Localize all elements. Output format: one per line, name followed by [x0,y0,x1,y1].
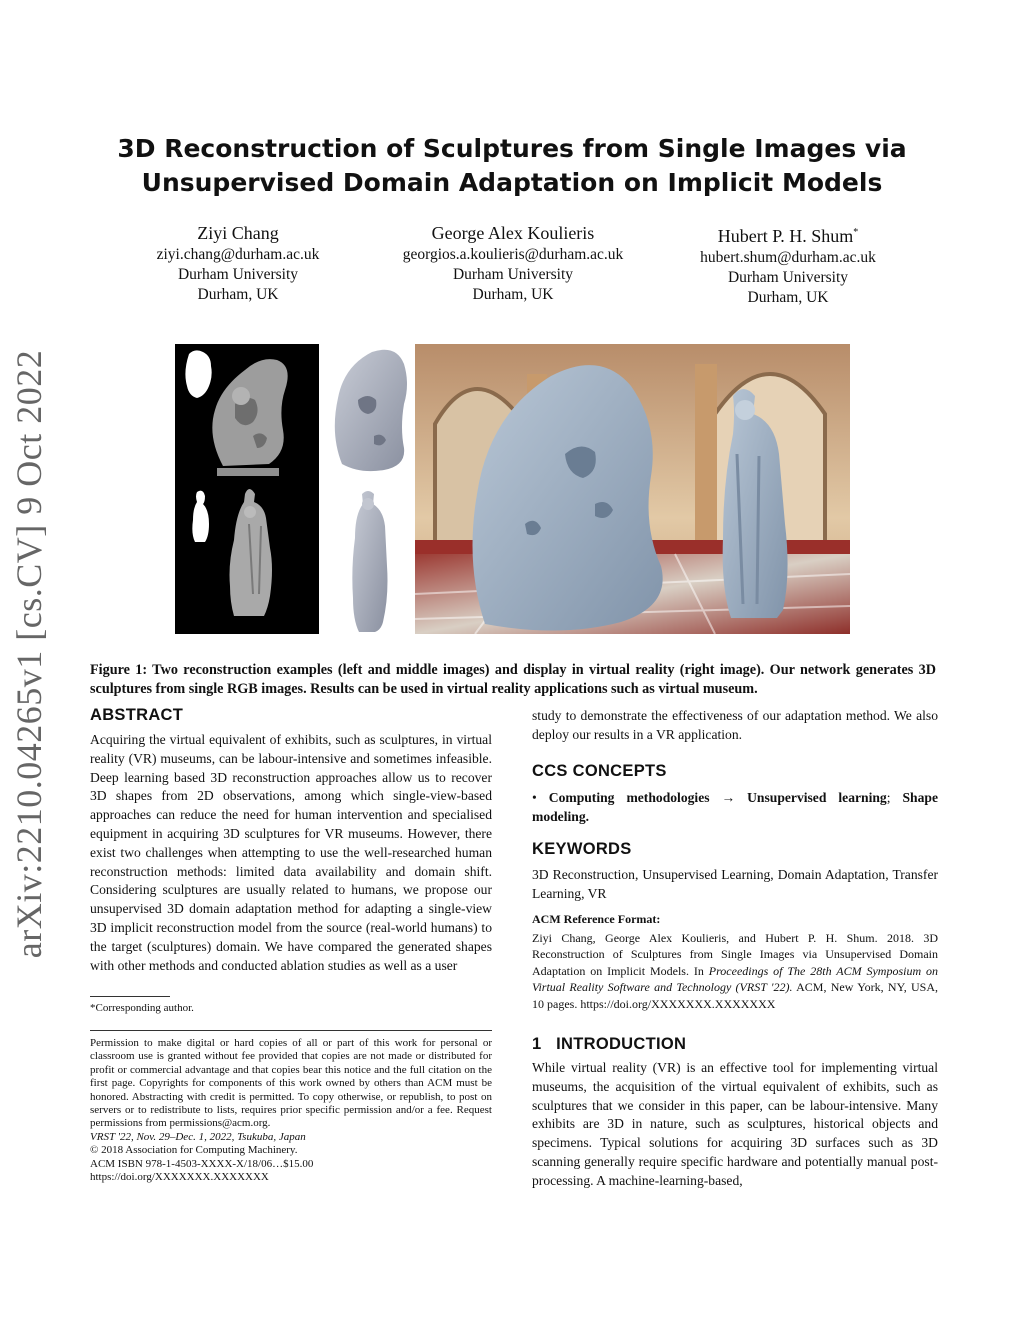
ccs-bullet: • [532,790,537,805]
introduction-heading [532,1035,938,1054]
vr-museum-illustration [415,344,850,634]
silhouette-mask-2 [192,491,209,542]
author-block [373,221,653,305]
abstract-heading: ABSTRACT [90,706,184,724]
ccs-concept-2: Unsupervised learning [747,790,887,805]
reference-rest: ACM, New York, NY, USA, 10 pages. https://doi.org/XXXXXXX.XXXXXXX [532,980,938,1011]
silhouette-mask-1 [185,350,211,398]
reconstruction-illustration [330,344,410,634]
reference-heading: ACM Reference Format: [532,912,661,926]
author-block [648,221,928,308]
ccs-heading: CCS CONCEPTS [532,762,667,780]
ccs-concept-3: Shape modeling [532,790,939,824]
author-name: Ziyi Chang [197,223,279,243]
section-title: INTRODUCTION [556,1035,687,1053]
figure-reconstruction-panel [330,344,410,634]
abstract-body: Acquiring the virtual equivalent of exhibits, such as sculptures, in virtual reality (VR) museums, can be labour-intensive and sometimes infeasible. Deep learning based 3D reconstruction approaches allow us to recover 3D shapes from 2D observations, among which single-view-based approaches can reduce the need for human intervention and specialised equipment in acquiring 3D sculptures for VR museums. However, there exist two challenges when attempting to use the well-researched human reconstruction methods: limited data availability and domain shift. Considering sculptures are usually related to humans, we propose our unsupervised 3D domain adaptation method for adapting a single-view 3D implicit reconstruction model from the source (real-world humans) to the target (sculptures) domain. We have compared the generated shapes with other methods and conducted ablation studies as well as a user [90,732,492,973]
abstract-section [90,706,492,975]
reference-authors: Ziyi Chang, George Alex Koulieris, and Hubert P. H. Shum. 2018. 3D Reconstruction of Sculptures from Single Images via Unsupervised Domain Adaptation on Implicit Models. In [532,930,938,978]
footnote-block [90,996,492,1015]
permission-notice: Permission to make digital or hard copies of all or part of this work for personal or classroom use is granted without fee provided that copies are not made or distributed for profit or commercial advantage and that copies bear this notice and the full citation on the first page. Copyrights for components of this work owned by others than ACM must be honored. Abstracting with credit is permitted. To copy otherwise, or republish, to post on servers or to redistribute to lists, requires prior specific permission and/or a fee. Request permissions from permissions@acm.org. [90,1037,492,1130]
ccs-concept-1: Computing methodologies [548,790,710,805]
introduction-body: While virtual reality (VR) is an effective tool for implementing virtual museums, the acquisition of the virtual equivalent of exhibits, such as sculptures that we consider in this paper, can be labour-intensive. Many exhibits are 3D in nature, such as sculptures, historical objects and specimens. Typical solutions for acquiring 3D surfaces such as 3D scanning generally require specific hardware and potentially manual post-processing. A machine-learning-based, [532,1060,938,1188]
sculpture-base-1 [217,468,279,476]
author-affiliation: Durham University [177,266,299,283]
keywords-section [532,840,938,904]
author-email: hubert.shum@durham.ac.uk [700,249,876,266]
author-location: Durham, UK [747,289,829,306]
venue-text: VRST '22, Nov. 29–Dec. 1, 2022, Tsukuba, Japan [90,1130,306,1143]
ccs-arrow: → [721,790,736,805]
arxiv-identifier: arXiv:2210.04265v1 [cs.CV] 9 Oct 2022 [9,349,49,959]
author-location: Durham, UK [472,286,554,303]
author-affiliation: Durham University [727,269,849,286]
figure-vr-scene [415,344,850,634]
figure-caption: Figure 1: Two reconstruction examples (left and middle images) and display in virtual reality (right image). Our network generates 3D sculptures from single RGB images. Results can be used in virtual reality applications such as virtual museum. [90,662,936,697]
keywords-heading: KEYWORDS [532,840,632,858]
reference-venue: Proceedings of The 28th ACM Symposium on Virtual Reality Software and Technology (VRST '22). [532,963,939,994]
ccs-end: . [585,808,590,824]
introduction-section [532,1035,938,1191]
copyright-line: © 2018 Association for Computing Machinery. [90,1144,298,1157]
ccs-concepts [532,789,938,827]
author-block [98,221,378,305]
doi-line: https://doi.org/XXXXXXX.XXXXXXX [90,1171,269,1184]
footnote-rule [90,996,170,997]
reconstructed-mesh-2 [352,491,387,632]
permission-block [90,1030,492,1184]
author-email: ziyi.chang@durham.ac.uk [156,246,320,263]
author-name-text: Hubert P. H. Shum [717,226,854,246]
corresponding-author-note: *Corresponding author. [90,1002,194,1014]
permission-rule [90,1030,492,1031]
author-name [648,221,928,248]
section-number: 1 [532,1035,542,1053]
reference-body [532,930,938,1013]
abstract-continued [532,707,938,745]
title-line-2: Unsupervised Domain Adaptation on Implicit Models [141,168,883,197]
corresponding-mark: * [853,227,859,238]
acm-reference [532,911,938,1012]
isbn-line: ACM ISBN 978-1-4503-XXXX-X/18/06…$15.00 [90,1157,314,1170]
paper-title [100,132,924,200]
author-affiliation: Durham University [452,266,574,283]
figure-input-panel [175,344,319,634]
keywords-text: 3D Reconstruction, Unsupervised Learning, Domain Adaptation, Transfer Learning, VR [532,867,938,901]
author-email: georgios.a.koulieris@durham.ac.uk [402,246,624,263]
author-location: Durham, UK [197,286,279,303]
title-line-1: 3D Reconstruction of Sculptures from Single Images via [117,134,907,163]
abstract-continued-text: study to demonstrate the effectiveness of our adaptation method. We also deploy our results in a VR application. [532,708,938,742]
ccs-separator: ; [886,790,891,805]
author-name: George Alex Koulieris [431,223,595,243]
column-right [695,364,717,564]
venue-line [90,1131,492,1144]
input-images-illustration [175,344,319,634]
ccs-section [532,762,938,827]
